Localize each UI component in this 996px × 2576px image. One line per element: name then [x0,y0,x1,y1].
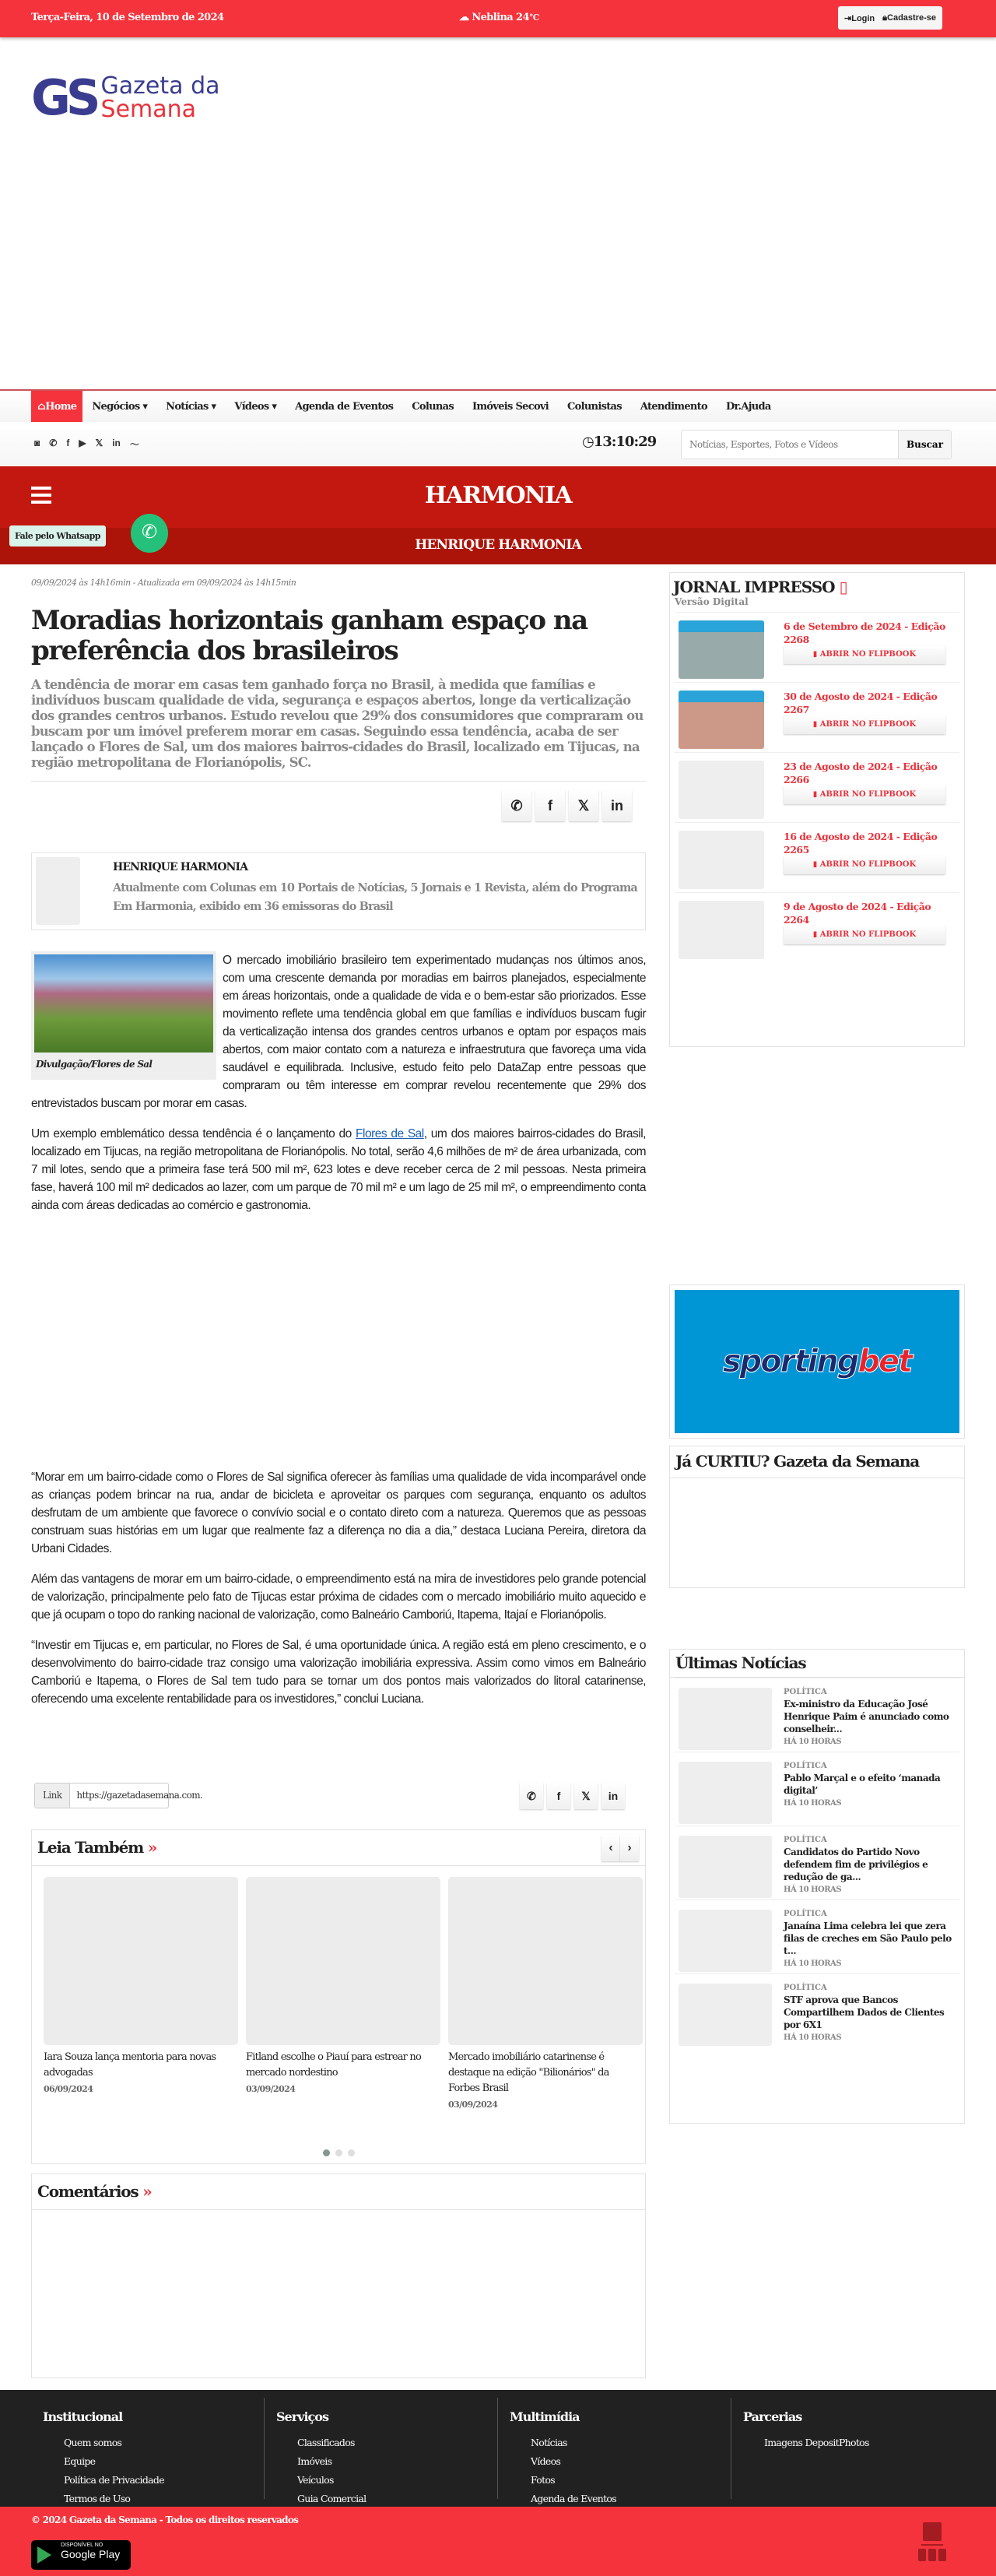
whatsapp-icon: ✆ [141,522,158,543]
clock: ◷13:10:29 [582,434,657,450]
footer-link[interactable]: Classificados [297,2437,355,2448]
tablet-icon: ▯ [839,578,847,596]
comments-section [31,2174,646,2378]
nav-home[interactable]: ⌂ Home [31,391,82,422]
nav-atendimento[interactable]: Atendimento [640,400,707,413]
clock-icon: ◷ [582,434,594,450]
edition-item: 23 de Agosto de 2024 - Edição 2266 ▮ ABRIR NO FLIPBOOK [675,752,959,822]
widget-title: Já CURTIU? Gazeta da Semana [670,1446,964,1478]
nav-negocios[interactable]: Negócios ▾ [92,400,148,413]
related-articles [31,1829,646,2164]
ad-banner: sporting bet [675,1290,959,1433]
news-item[interactable]: POLÍTICA STF aprova que Bancos Compartilhem Dados de Clientes por 6X1 HÁ 10 HORAS [675,1973,959,2047]
footer-col-parcerias: Parcerias Imagens DepositPhotos [731,2398,965,2499]
carousel-dot[interactable] [348,2149,355,2156]
footer-link[interactable]: Termos de Uso [64,2493,131,2504]
nav-colunas[interactable]: Colunas [412,400,454,413]
footer-link[interactable]: Agenda de Eventos [531,2493,616,2504]
search-input[interactable] [682,431,898,459]
related-thumbnail [246,1877,440,2045]
back-to-top-icon[interactable] [918,2522,946,2561]
news-item[interactable]: POLÍTICA Ex-ministro da Educação José Henrique Paim é anunciado como conselheir... HÁ 10 HORAS [675,1678,959,1752]
linkedin-icon[interactable]: in [112,438,121,448]
author-name[interactable]: HENRIQUE HARMONIA [113,861,248,873]
related-card[interactable]: Iara Souza lança mentoria para novas advogadas 06/09/2024 [44,1877,238,2094]
search-form [681,430,952,459]
author-avatar [36,857,80,925]
carousel-controls [601,1835,639,1861]
share-x-icon[interactable]: 𝕏 [569,790,598,821]
whatsapp-icon[interactable]: ✆ [49,438,58,448]
news-thumbnail [679,1836,772,1898]
paragraph: O mercado imobiliário brasileiro tem experimentado mudanças nos últimos anos, com uma crescente demanda por moradias em bairros planejados, especialmente em áreas horizontais, onde a qualidade de vida e o bem-estar são priorizados. Esse movimento reflete uma tendência global em que famílias e indivíduos buscam fugir da verticalização intensa dos grandes centros urbanos e optam por espaços mais abertos, com maior contato com a natureza e infraestrutura que favoreça uma vida saudável e equilibrada. Inclusive, estudo feito pelo DataZap entre pessoas que compraram ou têm interesse em comprar revelou recentemente que 29% dos entrevistados buscam por morar em casas. [31,954,646,1110]
footer-link[interactable]: Fotos [531,2474,555,2486]
carousel-dot[interactable] [335,2149,342,2156]
author-bio: Atualmente com Colunas em 10 Portais de Notícias, 5 Jornais e 1 Revista, além do Programa Em Harmonia, exibido em 36 emissoras do Brasil [113,881,637,913]
section-title: HARMONIA [424,482,572,509]
comments-header: Comentários » [32,2174,645,2210]
edition-cover[interactable] [679,901,764,959]
share-facebook-icon[interactable]: f [535,790,565,821]
printed-edition-widget [669,572,965,1047]
utility-bar [0,422,996,466]
facebook-icon[interactable]: f [66,438,70,448]
share-whatsapp-icon[interactable]: ✆ [520,1783,543,1809]
top-bar [0,0,996,37]
flores-de-sal-link[interactable]: Flores de Sal [356,1127,424,1140]
share-whatsapp-icon[interactable]: ✆ [502,790,531,821]
article-meta: 09/09/2024 às 14h16min - Atualizada em 09/09/2024 às 14h15min [31,578,296,588]
share-x-icon[interactable]: 𝕏 [574,1783,598,1809]
open-flipbook-button[interactable]: ▮ ABRIR NO FLIPBOOK [784,715,945,734]
related-thumbnail [448,1877,643,2045]
copyright: © 2024 Gazeta da Semana - Todos os direitos reservados [31,2514,299,2525]
edition-cover[interactable] [679,761,764,819]
widget-subtitle: Versão Digital [675,596,749,607]
news-item[interactable]: POLÍTICA Pablo Marçal e o efeito ‘manada digital’ HÁ 10 HORAS [675,1752,959,1826]
nav-colunistas[interactable]: Colunistas [567,400,622,413]
current-date: Terça-Feira, 10 de Setembro de 2024 [31,12,224,23]
edition-cover[interactable] [679,831,764,889]
open-flipbook-button[interactable]: ▮ ABRIR NO FLIPBOOK [784,926,945,944]
next-arrow-icon[interactable]: › [620,1835,639,1861]
edition-item: 6 de Setembro de 2024 - Edição 2268 ▮ ABRIR NO FLIPBOOK [675,612,959,682]
article-figure [31,951,216,1080]
carousel-dots [32,2149,645,2156]
search-button[interactable]: Buscar [898,431,951,459]
footer-link[interactable]: Vídeos [531,2455,561,2467]
related-header: Leia Também » [32,1830,645,1866]
google-play-badge[interactable]: DISPONÍVEL NO Google Play [31,2540,131,2570]
file-icon: ▮ [812,790,820,799]
news-thumbnail [679,1984,772,2046]
auth-buttons [838,6,942,30]
footer-col-servicos: Serviços Classificados Imóveis Veículos Guia Comercial [265,2398,498,2499]
youtube-icon[interactable]: ▶ [79,438,86,448]
whatsapp-label[interactable]: Fale pelo Whatsapp [9,525,106,546]
footer-col-multimidia: Multimídia Notícias Vídeos Fotos Agenda de Eventos [498,2398,731,2499]
facebook-widget [669,1446,965,1588]
footer-bottom [0,2507,996,2576]
nav-imoveis[interactable]: Imóveis Secovi [472,400,549,413]
weather: ☁ Neblina 24°C [459,12,539,23]
nav-drajuda[interactable]: Dr.Ajuda [725,400,771,413]
related-card[interactable]: Mercado imobiliário catarinense é destaque na edição "Bilionários" da Forbes Brasil 03/09/2024 [448,1877,643,2110]
edition-item: 9 de Agosto de 2024 - Edição 2264 ▮ ABRIR NO FLIPBOOK [675,892,959,962]
edition-item: 16 de Agosto de 2024 - Edição 2265 ▮ ABRIR NO FLIPBOOK [675,822,959,892]
news-thumbnail [679,1910,772,1972]
image-caption: Divulgação/Flores de Sal [36,1059,153,1070]
x-icon[interactable]: 𝕏 [95,438,103,448]
article-title: Moradias horizontais ganham espaço na preferência dos brasileiros [31,605,587,666]
footer-link[interactable]: Guia Comercial [297,2493,366,2504]
footer-link[interactable]: Veículos [297,2474,334,2486]
article-lead: A tendência de morar em casas tem ganhado força no Brasil, à medida que famílias e indivíduos buscam qualidade de vida, segurança e espaços abertos, longe da verticalização dos grandes centros urbanos. Estudo revelou que 29% dos consumidores que compraram ou buscam por um imóvel preferem morar em casas. Seguindo essa tendência, acaba de ser lançado o Flores de Sal, um dos maiores bairros-cidades do Brasil, localizado em Tijucas, na região metropolitana de Florianópolis, SC. [31,677,644,770]
fog-icon: ☁ [459,12,472,23]
paragraph: “Morar em um bairro-cidade como o Flores de Sal significa oferecer às famílias uma qualidade de vida incomparável onde as crianças podem brincar na rua, andar de bicicleta e aproveitar os parques com segurança, enquanto os adultos desfrutam de um ambiente que favorece o convívio social e o contato direto com a natureza. Queremos que as pessoas construam suas histórias em um lugar que realmente faz a diferença no dia a dia,” destaca Luciana Pereira, diretora da Urbani Cidades. [31,1471,646,1555]
news-thumbnail [679,1762,772,1824]
carousel-dot[interactable] [323,2149,330,2156]
login-button[interactable]: ⇥Login [844,13,875,23]
news-item[interactable]: POLÍTICA Janaína Lima celebra lei que zera filas de creches em São Paulo pelo t... HÁ 10 HORAS [675,1899,959,1973]
file-icon: ▮ [812,650,820,659]
footer-link[interactable]: Equipe [64,2455,96,2467]
share-facebook-icon[interactable]: f [547,1783,570,1809]
paragraph: “Investir em Tijucas e, em particular, no Flores de Sal, é uma oportunidade única. A região está em pleno crescimento, e o desenvolvimento do bairro-cidade traz consigo uma valorização imobiliária expressiva. Assim como vimos em Balneário Camboriú e Itapema, o Flores de Sal tem tudo para se tornar um dos pontos mais valorizados do litoral catarinense, oferecendo uma excelente rentabilidade para os investidores,” conclui Luciana. [31,1639,646,1706]
prev-arrow-icon[interactable]: ‹ [601,1835,620,1861]
paragraph: Além das vantagens de morar em um bairro-cidade, o empreendimento está na mira de investidores pelo grande potencial de valorização, principalmente pelo fato de Tijucas estar próxima de cidades com o mercado imobiliário muito aquecido e que já ocupam o topo do ranking nacional de valorização, como Balneário Camboriú, Itapema, Itajaí e Florianópolis. [31,1573,646,1622]
widget-title: Últimas Notícias [670,1650,964,1678]
nav-agenda[interactable]: Agenda de Eventos [295,400,394,413]
signup-button[interactable]: 🔒︎Cadastre-se [882,12,936,23]
google-play-icon [37,2546,51,2564]
permalink-input[interactable]: https://gazetadasemana.com. [76,1790,203,1801]
edition-item: 30 de Agosto de 2024 - Edição 2267 ▮ ABRIR NO FLIPBOOK [675,682,959,752]
site-logo[interactable]: GS Gazeta da Semana [31,69,220,126]
social-links [34,438,139,451]
widget-title: JORNAL IMPRESSO ▯ [673,578,847,596]
file-icon: ▮ [812,930,820,939]
footer [0,2390,996,2507]
latest-news-widget [669,1649,965,2124]
sportingbet-ad[interactable] [669,1284,965,1439]
footer-link[interactable]: Imóveis [297,2455,332,2467]
lock-icon: 🔒︎ [882,12,888,23]
open-flipbook-button[interactable]: ▮ ABRIR NO FLIPBOOK [784,856,945,874]
rss-icon[interactable]: 〜 [129,439,139,450]
logo-mark: GS [31,69,96,126]
share-buttons-bottom [520,1783,625,1809]
news-item[interactable]: POLÍTICA Candidatos do Partido Novo defendem fim de privilégios e redução de ga... HÁ 10 HORAS [675,1826,959,1899]
home-icon: ⌂ [37,400,46,413]
permalink-field [34,1783,203,1808]
file-icon: ▮ [812,720,820,729]
share-buttons [502,790,632,821]
open-flipbook-button[interactable]: ▮ ABRIR NO FLIPBOOK [784,645,945,664]
share-linkedin-icon[interactable]: in [601,1783,625,1809]
divider [31,781,646,782]
sign-in-icon: ⇥ [844,13,852,23]
nav-noticias[interactable]: Notícias ▾ [166,400,216,413]
nav-videos[interactable]: Vídeos ▾ [234,400,277,413]
share-linkedin-icon[interactable]: in [602,790,632,821]
footer-col-institucional: Institucional Quem somos Equipe Política de Privacidade Termos de Uso [31,2398,265,2499]
main-nav [0,389,996,422]
file-icon: ▮ [812,860,820,869]
edition-cover[interactable] [679,691,764,749]
footer-link[interactable]: Notícias [531,2437,567,2448]
instagram-icon[interactable]: ◙ [34,438,40,448]
related-thumbnail [44,1877,238,2045]
article-body-top [31,951,646,1227]
news-thumbnail [679,1688,772,1750]
whatsapp-float-button[interactable] [131,514,168,553]
author-box [31,852,646,930]
article-body-bottom [31,1468,646,1720]
article-image[interactable] [34,954,213,1053]
open-flipbook-button[interactable]: ▮ ABRIR NO FLIPBOOK [784,785,945,804]
paragraph: Um exemplo emblemático dessa tendência é o lançamento do Flores de Sal, um dos maiores bairros-cidades do Brasil, localizado em Tijucas, na região metropolitana de Florianópolis. No total, serão 4,6 milhões de m² de área urbanizada, com 7 mil lotes, sendo que a primeira fase terá 500 mil m², 623 lotes e deve receber cerca de 2 mil pessoas. Nesta primeira fase, haverá 100 mil m² dedicados ao lazer, com um parque de 70 mil m² e um lago de 25 mil m², o empreendimento conta ainda com áreas dedicadas ao comércio e gastronomia. [31,1127,646,1212]
column-name: HENRIQUE HARMONIA [0,528,996,564]
edition-cover[interactable] [679,620,764,679]
footer-link[interactable]: Política de Privacidade [64,2474,164,2486]
permalink-label: Link [35,1784,70,1808]
footer-link[interactable]: Imagens DepositPhotos [764,2437,869,2448]
related-card[interactable]: Fitland escolhe o Piauí para estrear no mercado nordestino 03/09/2024 [246,1877,440,2094]
footer-link[interactable]: Quem somos [64,2437,122,2448]
